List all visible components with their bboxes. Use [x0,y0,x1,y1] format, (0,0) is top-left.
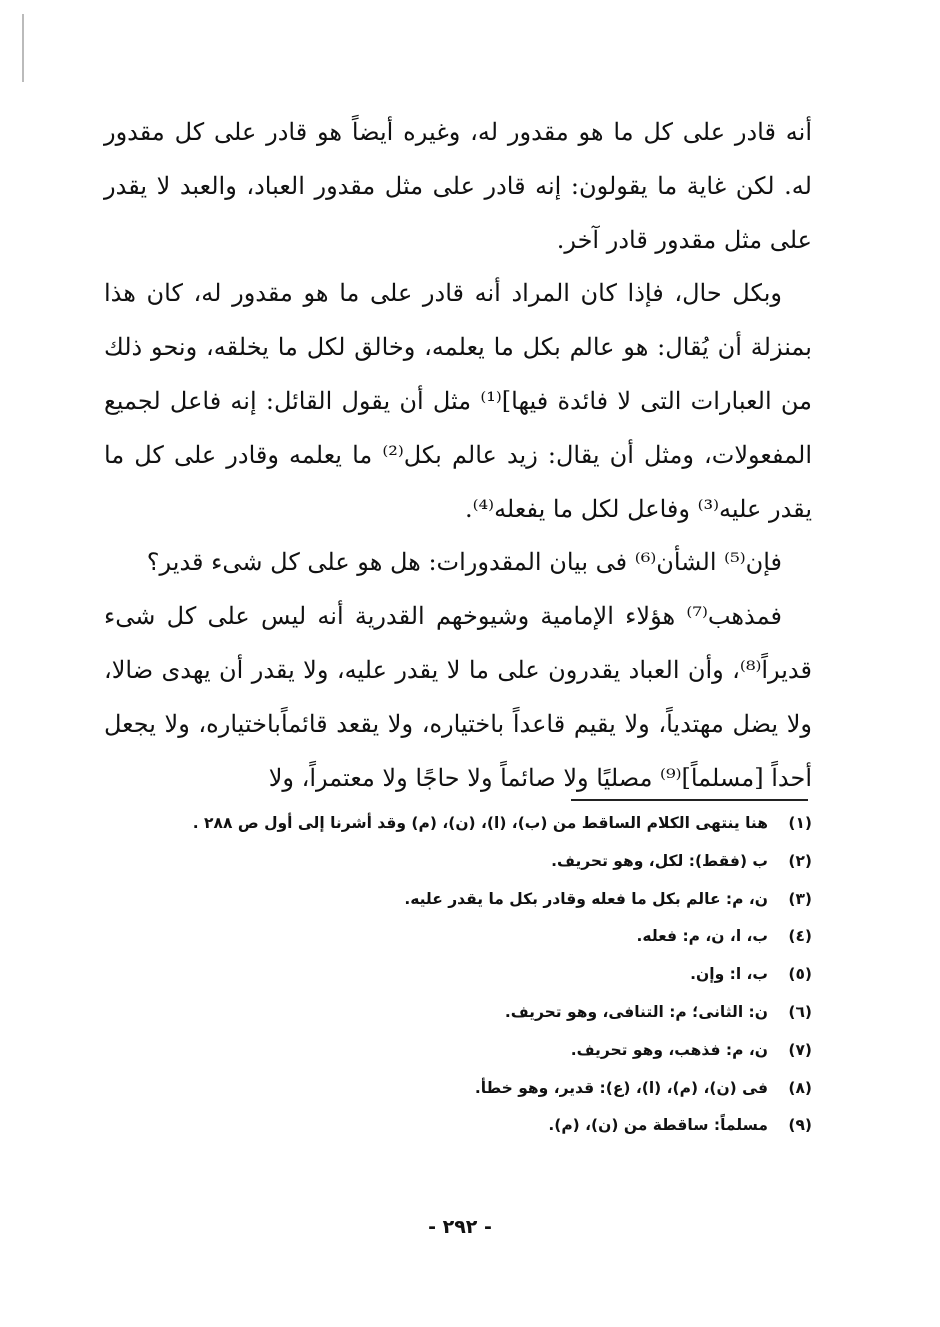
footnote-number: (١) [788,814,812,832]
paragraph-2: وبكل حال، فإذا كان المراد أنه قادر على ما هو مقدور له، كان هذا بمنزلة أن يُقال: هو عالم بكل ما يعلمه، وخالق لكل ما يخلقه، ونحو ذلك من العبارات التى لا فائدة فيها]⁽¹⁾ مثل أن يقول القائل: إنه فاعل لجميع المفعولات، ومثل أن يقال: زيد عالم بكل⁽²⁾ ما يعلمه وقادر على كل ما يقدر عليه⁽³⁾ وفاعل لكل ما يفعله⁽⁴⁾. [104,279,812,523]
paragraph-4: فمذهب⁽⁷⁾ هؤلاء الإمامية وشيوخهم القدرية أنه ليس على كل شىء قديراً⁽⁸⁾، وأن العباد يقدرون على ما لا يقدر عليه، ولا يقدر أن يهدى ضالا، ولا يضل مهتدياً، ولا يقيم قاعداً باختياره، ولا يقعد قائماًباختياره، ولا يجعل أحداً [مسلماً]⁽⁹⁾ مصليًا ولا صائماً ولا حاجًا ولا معتمراً، ولا [104,602,812,792]
footnote-number: (٢) [788,851,812,870]
footnote-item [150,1107,812,1145]
footnote-number: (٤) [788,927,812,946]
footnote-text: ن، م: فذهب، وهو تحريف. [570,1040,768,1059]
footnote-text: مسلماً: ساقطة من (ن)، (م). [548,1116,768,1135]
paragraph-3: فإن⁽⁵⁾ الشأن⁽⁶⁾ فى بيان المقدورات: هل هو على كل شىء قدير؟ [146,548,782,577]
footnote-number: (٩) [788,1116,812,1135]
footnote-text: هنا ينتهى الكلام الساقط من (ب)، (ا)، (ن)، (م) وقد أشرنا إلى أول ص ٢٨٨ . [192,814,768,832]
paragraph-1: أنه قادر على كل ما هو مقدور له، وغيره أيضاً هو قادر على كل مقدور له. لكن غاية ما يقولون: إنه قادر على مثل مقدور العباد، والعبد لا يقدر على مثل مقدور قادر آخر. [104,118,812,254]
main-text [104,106,812,805]
footnote-text: ب، ا، ن، م: فعله. [636,927,768,946]
footnote-divider [571,799,808,801]
margin-line [22,14,24,82]
footnote-text: فى (ن)، (م)، (ا)، (ع): قدير، وهو خطأ. [474,1078,768,1097]
footnote-text: ب (فقط): لكل، وهو تحريف. [551,851,768,870]
footnote-number: (٦) [788,1002,812,1021]
footnote-number: (٥) [788,965,812,984]
footnote-item [150,1070,812,1108]
footnote-item [150,805,812,843]
footnotes-list [150,805,812,1145]
footnote-number: (٧) [788,1040,812,1059]
footnote-text: ب، ا: وإن. [690,965,768,984]
footnote-item [150,994,812,1032]
footnote-item [150,918,812,956]
footnote-number: (٣) [788,889,812,908]
footnote-item [150,881,812,919]
page-body [104,106,812,805]
footnote-item [150,1032,812,1070]
page-number: - ٢٩٢ - [428,1216,492,1238]
footnote-text: ن: الثانى؛ م: التنافى، وهو تحريف. [504,1002,768,1021]
footnote-text: ن، م: عالم بكل ما فعله وقادر بكل ما يقدر عليه. [404,889,768,908]
footnote-item [150,956,812,994]
footnote-item [150,843,812,881]
footnote-number: (٨) [788,1078,812,1097]
